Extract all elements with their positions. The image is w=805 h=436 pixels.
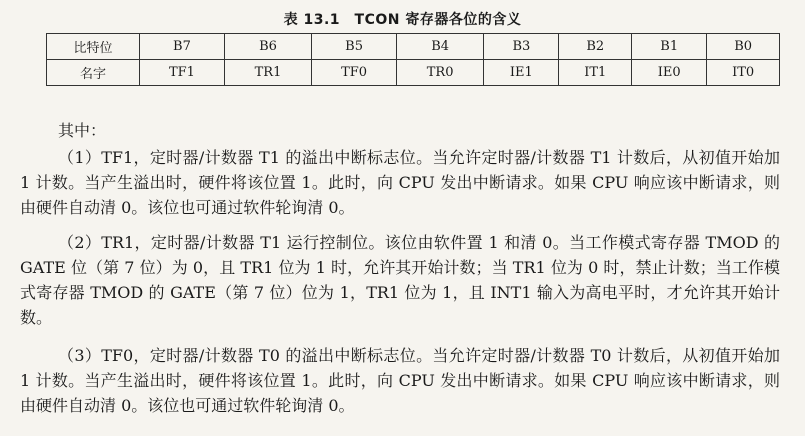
table-row: [47, 60, 780, 86]
table-cell: B6: [224, 34, 311, 60]
table-cell: IE0: [632, 60, 707, 86]
table-cell: TR1: [224, 60, 311, 86]
table-cell: TF1: [140, 60, 225, 86]
row-header-name: 名字: [47, 60, 140, 86]
table-cell: IT0: [707, 60, 780, 86]
table-cell: IE1: [484, 60, 559, 86]
paragraph-tr1: （2）TR1，定时器/计数器 T1 运行控制位。该位由软件置 1 和清 0。当工作模式寄存器 TMOD 的 GATE 位（第 7 位）为 0，且 TR1 位为 1 时，允许其开始计数；当 TR1 位为 0 时，禁止计数；当工作模式寄存器 TMOD 的 GATE（第 7 位）位为 1，TR1 位为 1，且 INT1 输入为高电平时，才允许其开始计数。: [20, 233, 780, 327]
paragraph-tf0: （3）TF0，定时器/计数器 T0 的溢出中断标志位。当允许定时器/计数器 T0 计数后，从初值开始加 1 计数。当产生溢出时，硬件将该位置 1。此时，向 CPU 发出中断请求。如果 CPU 响应该中断请求，则由硬件自动清 0。该位也可通过软件轮询清 0。: [20, 346, 780, 415]
table-cell: B2: [559, 34, 632, 60]
table-cell: TR0: [396, 60, 483, 86]
table-cell: B4: [396, 34, 483, 60]
table-cell: B3: [484, 34, 559, 60]
tcon-bits-table: [46, 33, 780, 86]
table-row: [47, 34, 780, 60]
paragraph-tf1: （1）TF1，定时器/计数器 T1 的溢出中断标志位。当允许定时器/计数器 T1 计数后，从初值开始加 1 计数。当产生溢出时，硬件将该位置 1。此时，向 CPU 发出中断请求。如果 CPU 响应该中断请求，则由硬件自动清 0。该位也可通过软件轮询清 0。: [20, 148, 780, 217]
intro-text: 其中：: [58, 121, 107, 140]
table-caption: 表 13.1 TCON 寄存器各位的含义: [283, 12, 522, 28]
row-header-bit: 比特位: [47, 34, 140, 60]
table-cell: IT1: [559, 60, 632, 86]
table-cell: B1: [632, 34, 707, 60]
table-cell: B7: [140, 34, 225, 60]
table-cell: B5: [312, 34, 397, 60]
table-cell: B0: [707, 34, 780, 60]
table-cell: TF0: [312, 60, 397, 86]
